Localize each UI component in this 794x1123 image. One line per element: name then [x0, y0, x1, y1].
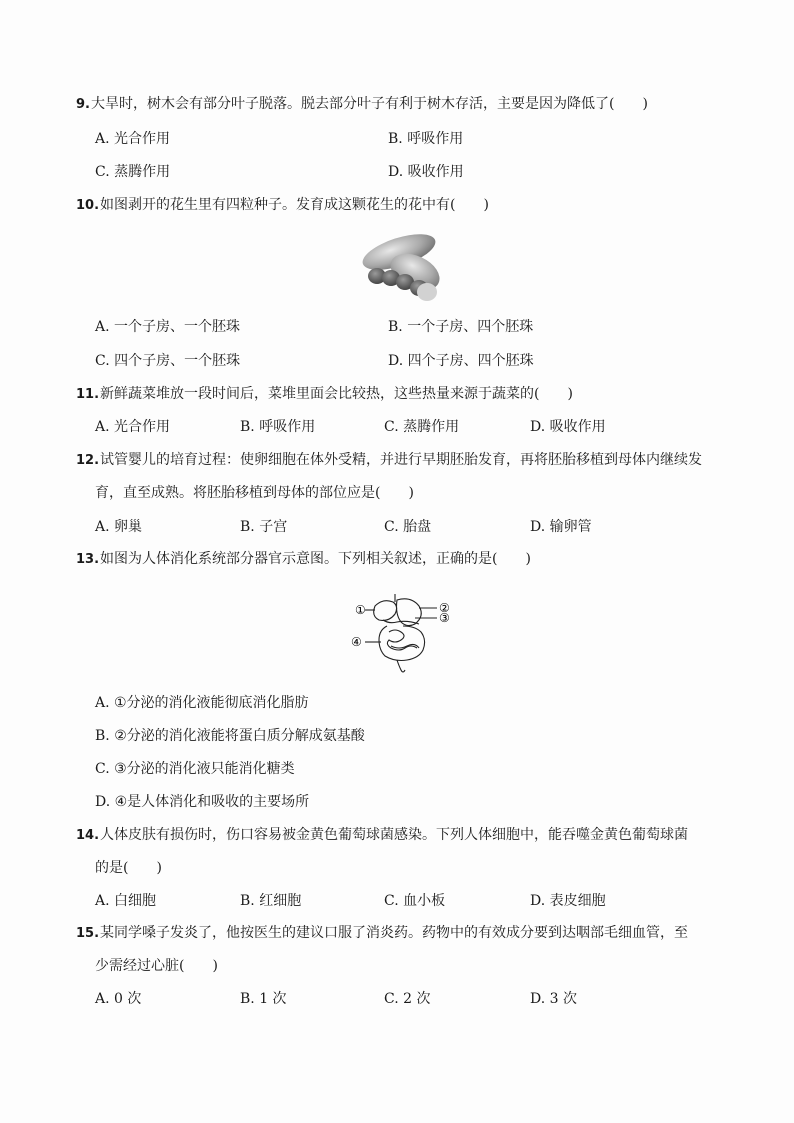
q14-option-c: C. 血小板 — [384, 893, 446, 909]
question-15-stem-cont: 少需经过心脏( ) — [95, 958, 218, 974]
question-text: 人体皮肤有损伤时，伤口容易被金黄色葡萄球菌感染。下列人体细胞中，能吞噬金黄色葡萄球菌 — [100, 827, 689, 843]
q10-option-c: C. 四个子房、一个胚珠 — [95, 353, 241, 369]
question-number: 11. — [76, 387, 100, 402]
q9-option-b: B. 呼吸作用 — [388, 131, 464, 147]
question-11-stem — [76, 385, 573, 404]
diagram-label-1: ① — [355, 603, 366, 617]
digestive-system-diagram — [345, 592, 460, 674]
peanut-figure — [355, 232, 445, 304]
q14-option-a: A. 白细胞 — [95, 893, 157, 909]
question-number: 14. — [76, 828, 100, 843]
q13-option-b: B. ②分泌的消化液能将蛋白质分解成氨基酸 — [95, 728, 365, 744]
diagram-label-4: ④ — [351, 635, 362, 649]
q11-option-d: D. 吸收作用 — [530, 419, 606, 435]
q11-option-c: C. 蒸腾作用 — [384, 419, 460, 435]
q13-option-d: D. ④是人体消化和吸收的主要场所 — [95, 794, 310, 810]
q10-option-a: A. 一个子房、一个胚珠 — [95, 319, 241, 335]
q12-option-b: B. 子宫 — [240, 519, 288, 535]
question-14-stem-cont: 的是( ) — [95, 860, 162, 876]
q15-option-b: B. 1 次 — [240, 991, 287, 1007]
q10-option-d: D. 四个子房、四个胚珠 — [388, 353, 534, 369]
q15-option-d: D. 3 次 — [530, 991, 577, 1007]
question-9-stem — [76, 95, 648, 114]
q9-option-a: A. 光合作用 — [95, 131, 171, 147]
question-15-stem — [76, 924, 688, 943]
q14-option-d: D. 表皮细胞 — [530, 893, 606, 909]
question-text: 试管婴儿的培育过程：使卵细胞在体外受精，并进行早期胚胎发育，再将胚胎移植到母体内继续发 — [100, 452, 703, 468]
question-10-stem — [76, 196, 489, 215]
question-12-stem-cont: 育，直至成熟。将胚胎移植到母体的部位应是( ) — [95, 485, 414, 501]
q15-option-c: C. 2 次 — [384, 991, 431, 1007]
q12-option-a: A. 卵巢 — [95, 519, 143, 535]
question-text: 如图剥开的花生里有四粒种子。发育成这颗花生的花中有( ) — [100, 197, 489, 213]
question-12-stem — [76, 451, 702, 470]
question-number: 13. — [76, 552, 100, 567]
question-text: 如图为人体消化系统部分器官示意图。下列相关叙述，正确的是( ) — [100, 551, 531, 567]
question-14-stem — [76, 826, 688, 845]
q14-option-b: B. 红细胞 — [240, 893, 302, 909]
q13-option-c: C. ③分泌的消化液只能消化糖类 — [95, 761, 295, 777]
diagram-label-2: ② — [439, 601, 450, 615]
q15-option-a: A. 0 次 — [95, 991, 142, 1007]
q12-option-d: D. 输卵管 — [530, 519, 592, 535]
q9-option-d: D. 吸收作用 — [388, 164, 464, 180]
question-number: 10. — [76, 198, 100, 213]
question-number: 12. — [76, 453, 100, 468]
question-text: 大旱时，树木会有部分叶子脱落。脱去部分叶子有利于树木存活，主要是因为降低了( ) — [90, 96, 648, 112]
question-text: 新鲜蔬菜堆放一段时间后，菜堆里面会比较热，这些热量来源于蔬菜的( ) — [100, 386, 573, 402]
question-13-stem — [76, 550, 531, 569]
question-text: 某同学嗓子发炎了，他按医生的建议口服了消炎药。药物中的有效成分要到达咽部毛细血管，至 — [100, 925, 689, 941]
q13-option-a: A. ①分泌的消化液能彻底消化脂肪 — [95, 695, 309, 711]
question-number: 15. — [76, 926, 100, 941]
q12-option-c: C. 胎盘 — [384, 519, 432, 535]
diagram-label-3: ③ — [439, 611, 450, 625]
q11-option-a: A. 光合作用 — [95, 419, 171, 435]
question-number: 9. — [76, 97, 90, 112]
q10-option-b: B. 一个子房、四个胚珠 — [388, 319, 534, 335]
q9-option-c: C. 蒸腾作用 — [95, 164, 171, 180]
q11-option-b: B. 呼吸作用 — [240, 419, 316, 435]
